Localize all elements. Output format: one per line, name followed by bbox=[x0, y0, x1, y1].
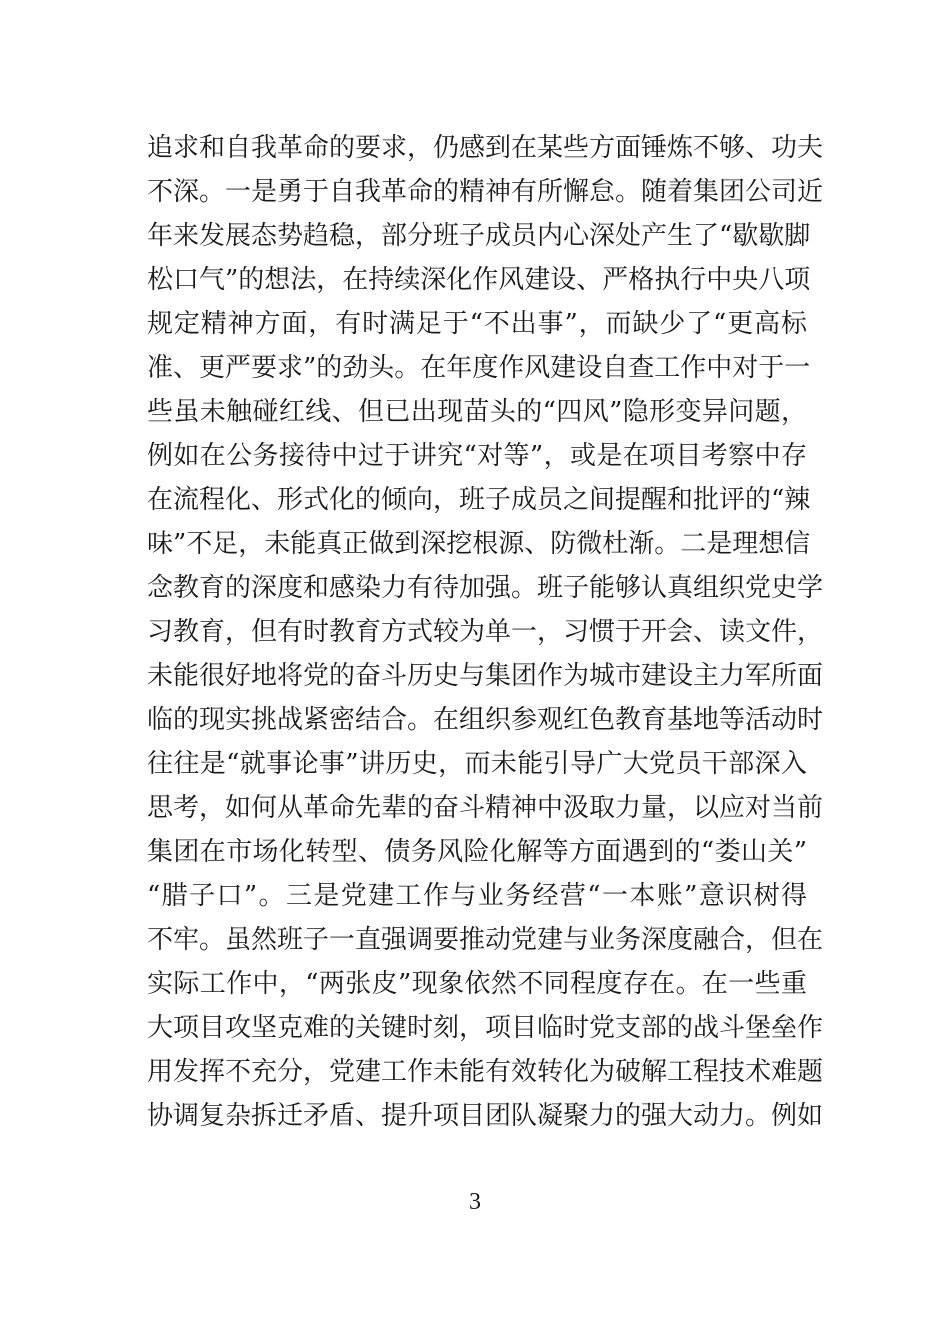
text-line: 准、更严要求”的劲头。在年度作风建设自查工作中对于一 bbox=[147, 353, 811, 383]
text-line: 用发挥不充分，党建工作未能有效转化为破解工程技术难题 bbox=[147, 1057, 824, 1087]
text-line: 实际工作中，“两张皮”现象依然不同程度存在。在一些重 bbox=[147, 969, 807, 999]
text-line: 些虽未触碰红线、但已出现苗头的“四风”隐形变异问题， bbox=[147, 397, 807, 427]
text-line: 年来发展态势趋稳，部分班子成员内心深处产生了“歇歇脚 bbox=[147, 221, 811, 251]
text-line: “腊子口”。三是党建工作与业务经营“一本账”意识树得 bbox=[147, 881, 807, 911]
text-line: 不深。一是勇于自我革命的精神有所懈怠。随着集团公司近 bbox=[147, 177, 824, 207]
text-line: 例如在公务接待中过于讲究“对等”，或是在项目考察中存 bbox=[147, 441, 807, 471]
text-line: 未能很好地将党的奋斗历史与集团作为城市建设主力军所面 bbox=[147, 661, 824, 691]
text-line: 不牢。虽然班子一直强调要推动党建与业务深度融合，但在 bbox=[147, 925, 824, 955]
text-line: 习教育，但有时教育方式较为单一，习惯于开会、读文件， bbox=[147, 617, 824, 647]
text-line: 思考，如何从革命先辈的奋斗精神中汲取力量，以应对当前 bbox=[147, 793, 824, 823]
text-line: 协调复杂拆迁矛盾、提升项目团队凝聚力的强大动力。例如 bbox=[147, 1101, 824, 1131]
text-line: 在流程化、形式化的倾向，班子成员之间提醒和批评的“辣 bbox=[147, 485, 811, 515]
text-line: 追求和自我革命的要求，仍感到在某些方面锤炼不够、功夫 bbox=[147, 133, 824, 163]
page-number: 3 bbox=[469, 1189, 481, 1215]
text-line: 松口气”的想法，在持续深化作风建设、严格执行中央八项 bbox=[147, 265, 811, 295]
text-line: 大项目攻坚克难的关键时刻，项目临时党支部的战斗堡垒作 bbox=[147, 1013, 824, 1043]
text-line: 往往是“就事论事”讲历史，而未能引导广大党员干部深入 bbox=[147, 749, 807, 779]
text-line: 临的现实挑战紧密结合。在组织参观红色教育基地等活动时 bbox=[147, 705, 824, 735]
text-line: 味”不足，未能真正做到深挖根源、防微杜渐。二是理想信 bbox=[147, 529, 811, 559]
body-text bbox=[147, 126, 824, 1138]
text-line: 念教育的深度和感染力有待加强。班子能够认真组织党史学 bbox=[147, 573, 824, 603]
text-line: 集团在市场化转型、债务风险化解等方面遇到的“娄山关” bbox=[147, 837, 807, 867]
text-line: 规定精神方面，有时满足于“不出事”，而缺少了“更高标 bbox=[147, 309, 807, 339]
